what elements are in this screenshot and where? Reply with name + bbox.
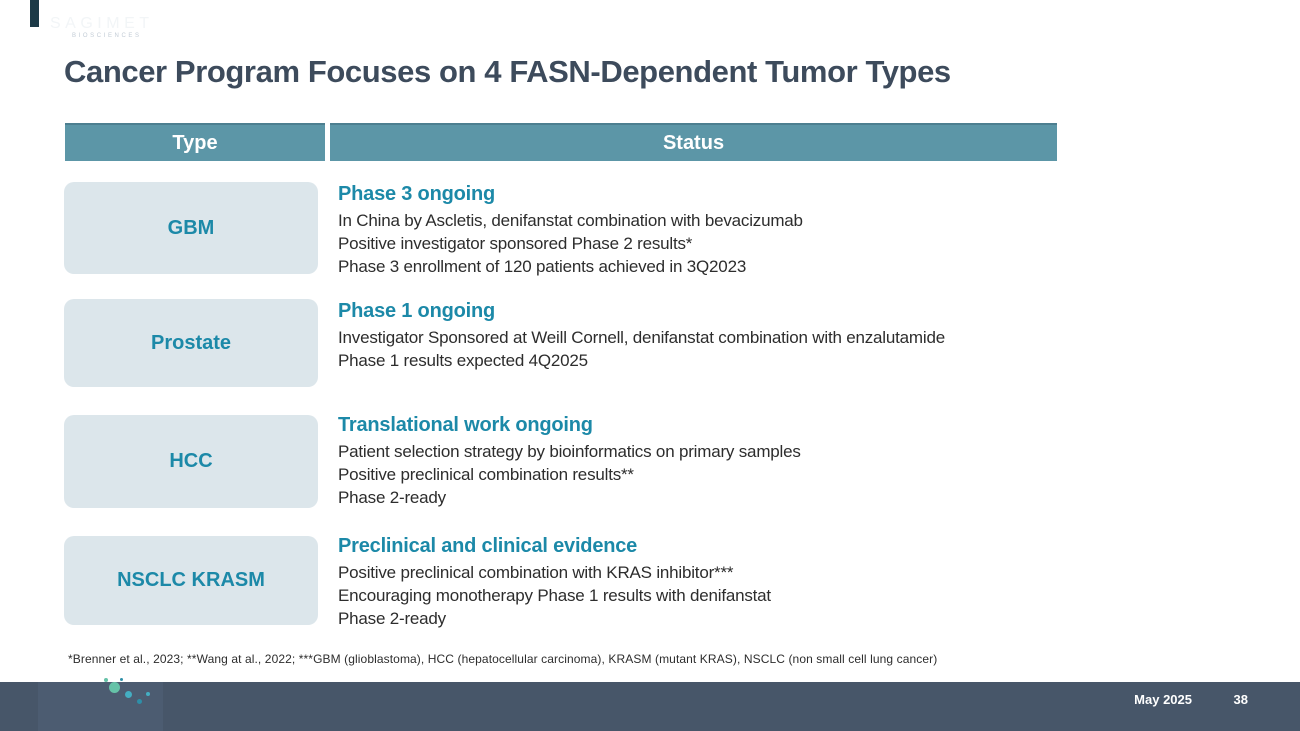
logo-dot-icon [125, 691, 132, 698]
status-cell [338, 299, 945, 387]
table-row [64, 182, 1064, 278]
logo-dot-icon [104, 678, 108, 682]
status-headline: Phase 1 ongoing [338, 300, 496, 322]
status-detail: Phase 2-ready [338, 488, 446, 507]
table-row [64, 413, 1064, 509]
tumor-type-badge-gbm: GBM [64, 182, 318, 274]
table-row [64, 534, 1064, 630]
status-detail: Positive investigator sponsored Phase 2 results* [338, 234, 693, 253]
logo-dot-icon [137, 699, 142, 704]
logo-background-patch [38, 682, 163, 731]
table-row [64, 299, 1064, 387]
status-detail: Investigator Sponsored at Weill Cornell, denifanstat combination with enzalutamide [338, 328, 945, 347]
logo-dot-icon [146, 692, 150, 696]
table-header-type: Type [65, 123, 325, 161]
table-header-status: Status [330, 123, 1057, 161]
status-detail: In China by Ascletis, denifanstat combination with bevacizumab [338, 211, 803, 230]
sagimet-logo [50, 16, 154, 39]
tumor-type-badge-prostate: Prostate [64, 299, 318, 387]
slide-accent-bar [30, 0, 39, 27]
tumor-type-badge-nsclc-krasm: NSCLC KRASM [64, 536, 318, 625]
status-cell [338, 182, 803, 278]
logo-dot-icon [120, 678, 123, 681]
status-detail: Positive preclinical combination with KRAS inhibitor*** [338, 563, 734, 582]
status-detail: Phase 1 results expected 4Q2025 [338, 351, 588, 370]
page-number: 38 [1233, 692, 1248, 707]
status-cell [338, 534, 771, 630]
status-detail: Encouraging monotherapy Phase 1 results with denifanstat [338, 586, 771, 605]
footer-bar [0, 682, 1300, 731]
footnote: *Brenner et al., 2023; **Wang at al., 2022; ***GBM (glioblastoma), HCC (hepatocellular carcinoma), KRASM (mutant KRAS), NSCLC (non small cell lung cancer) [68, 652, 938, 666]
status-detail: Phase 2-ready [338, 609, 446, 628]
table-header-row [65, 123, 1057, 161]
status-detail: Patient selection strategy by bioinformatics on primary samples [338, 442, 801, 461]
status-cell [338, 413, 801, 509]
status-detail: Phase 3 enrollment of 120 patients achieved in 3Q2023 [338, 257, 747, 276]
status-headline: Translational work ongoing [338, 414, 593, 436]
tumor-type-badge-hcc: HCC [64, 415, 318, 508]
logo-dot-icon [109, 682, 120, 693]
status-headline: Phase 3 ongoing [338, 183, 496, 205]
slide-date: May 2025 [1134, 692, 1192, 707]
logo-subtext: BIOSCIENCES [72, 33, 142, 39]
page-title: Cancer Program Focuses on 4 FASN-Dependent Tumor Types [64, 54, 951, 89]
status-detail: Positive preclinical combination results** [338, 465, 634, 484]
logo-wordmark: SAGIMET [50, 15, 154, 32]
status-headline: Preclinical and clinical evidence [338, 535, 638, 557]
